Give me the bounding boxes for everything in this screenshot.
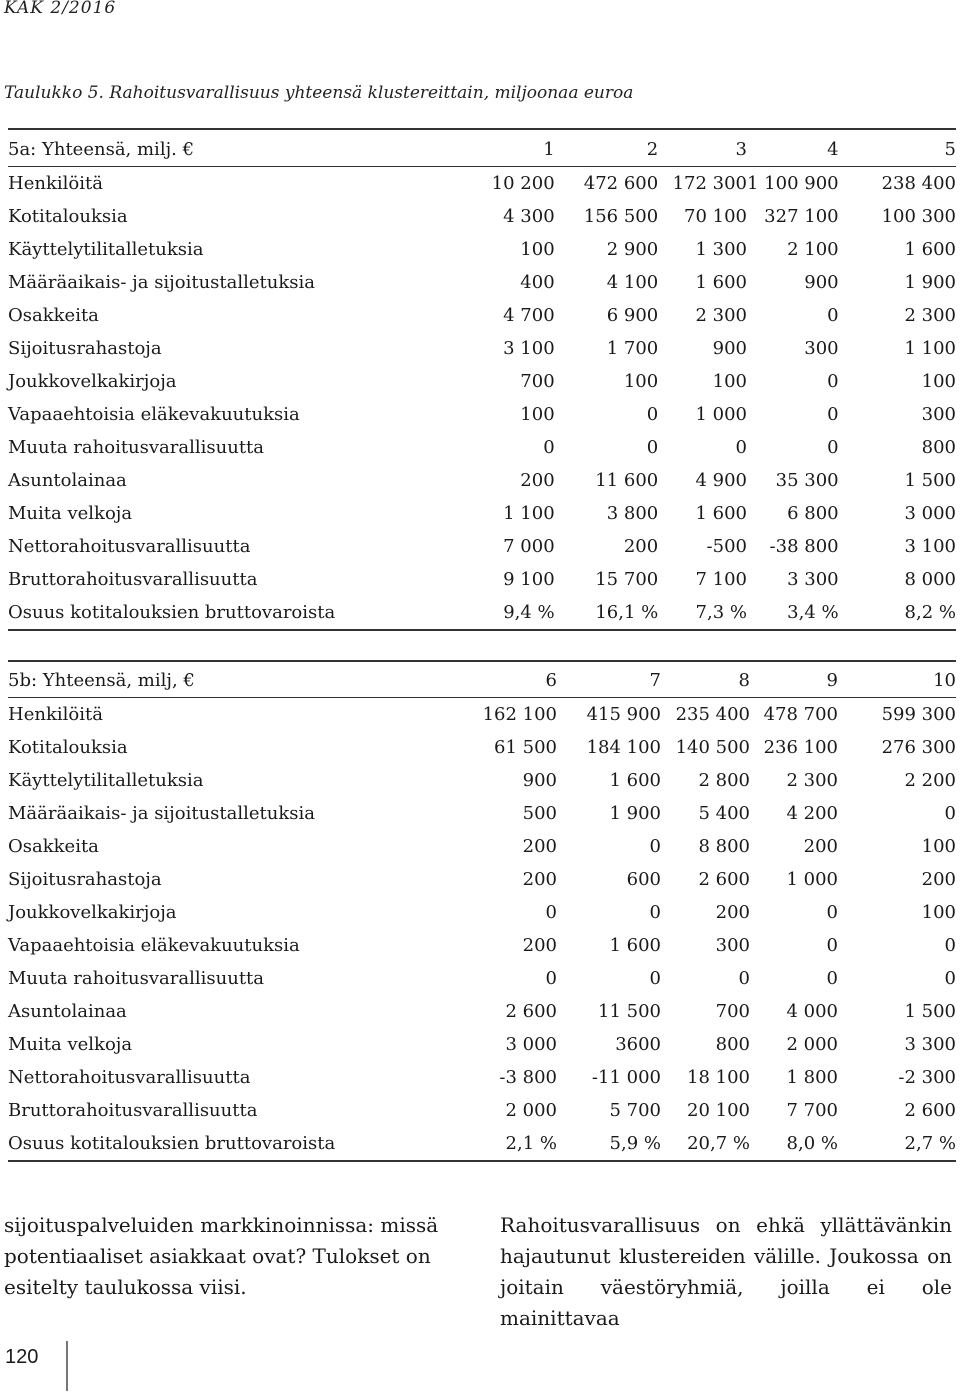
table-cell: 4 100: [606, 272, 659, 293]
table-cell: 2,1 %: [505, 1133, 557, 1154]
column-header: 4: [827, 138, 839, 160]
table-cell: 0: [649, 902, 661, 923]
table-header-row: [8, 661, 956, 698]
table-cell: 1 500: [904, 470, 956, 491]
table-cell: 276 300: [881, 737, 956, 758]
table-cell: 2 300: [695, 305, 747, 326]
table-cell: 3 300: [904, 1034, 956, 1055]
table-title-cell: 5a: Yhteensä, milj. €: [8, 138, 195, 160]
row-label: Sijoitusrahastoja: [8, 869, 162, 890]
table-row: [8, 464, 956, 497]
table-row: [8, 365, 956, 398]
table-cell: 7,3 %: [695, 602, 747, 623]
column-header: 8: [738, 670, 750, 691]
row-label: Osakkeita: [8, 305, 99, 326]
table-cell: 200: [803, 836, 838, 857]
page-number: 120: [5, 1346, 39, 1368]
table-cell: 172 300: [672, 173, 747, 194]
table-cell: 0: [944, 935, 956, 956]
table-cell: 4 200: [786, 803, 838, 824]
table-cell: 0: [649, 968, 661, 989]
table-row: [8, 233, 956, 266]
table-cell: 478 700: [763, 704, 838, 725]
column-header: 2: [646, 138, 659, 160]
table-cell: 4 300: [503, 206, 555, 227]
table-cell: -3 800: [499, 1067, 557, 1088]
row-label: Asuntolainaa: [8, 1001, 127, 1022]
table-cell: 6 800: [787, 503, 839, 524]
table-cell: 2 000: [786, 1034, 838, 1055]
table-cell: 70 100: [684, 206, 747, 227]
table-cell: 1 600: [904, 239, 956, 260]
table-cell: 162 100: [482, 704, 557, 725]
table-row: [8, 200, 956, 233]
table-cell: 5,9 %: [609, 1133, 661, 1154]
table-cell: 200: [921, 869, 956, 890]
table-cell: 900: [804, 272, 839, 293]
table-cell: 4 700: [503, 305, 555, 326]
table-cell: 235 400: [675, 704, 750, 725]
table-row: [8, 896, 956, 929]
table-cell: 11 600: [595, 470, 659, 491]
table-cell: 2 800: [698, 770, 750, 791]
table-cell: 35 300: [775, 470, 839, 491]
table-cell: 100: [921, 902, 956, 923]
table-cell: 200: [522, 836, 557, 857]
table-cell: 11 500: [598, 1001, 661, 1022]
table-header-row: [8, 129, 956, 167]
table-cell: 1 000: [786, 869, 838, 890]
table-row: [8, 1028, 956, 1061]
table-cell: 156 500: [583, 206, 659, 227]
table-cell: 0: [545, 968, 557, 989]
table-cell: 100: [520, 404, 555, 425]
row-label: Vapaaehtoisia eläkevakuutuksia: [8, 404, 300, 425]
table-cell: 415 900: [586, 704, 661, 725]
table-cell: 2 600: [698, 869, 750, 890]
table-cell: 100: [921, 836, 956, 857]
table-cell: 200: [623, 536, 659, 557]
table-cell: 1 000: [695, 404, 747, 425]
table-cell: 1 600: [695, 272, 747, 293]
table-cell: 2 600: [505, 1001, 557, 1022]
table-cell: 700: [715, 1001, 750, 1022]
running-head: KAK 2/2016: [4, 0, 117, 18]
table-cell: 1 800: [786, 1067, 838, 1088]
table-cell: 327 100: [764, 206, 839, 227]
table-cell: 500: [522, 803, 557, 824]
row-label: Käyttelytilitalletuksia: [8, 770, 204, 791]
row-label: Kotitalouksia: [8, 737, 128, 758]
table-cell: -500: [706, 536, 747, 557]
table-row: [8, 398, 956, 431]
row-label: Joukkovelkakirjoja: [8, 902, 177, 923]
table-cell: 200: [715, 902, 750, 923]
row-label: Henkilöitä: [8, 173, 103, 194]
table-cell: 2 300: [786, 770, 838, 791]
table-cell: 6 900: [606, 305, 659, 326]
table-row: [8, 596, 956, 630]
table-cell: 2 200: [904, 770, 956, 791]
table-cell: 1 100: [904, 338, 956, 359]
table-cell: 0: [826, 968, 838, 989]
table-cell: 1 900: [904, 272, 956, 293]
table-cell: 400: [520, 272, 555, 293]
table-cell: 0: [826, 902, 838, 923]
table-cell: 20 100: [687, 1100, 750, 1121]
table-cell: 2,7 %: [904, 1133, 956, 1154]
table-row: [8, 530, 956, 563]
table-cell: 10 200: [491, 173, 555, 194]
table-cell: 18 100: [687, 1067, 750, 1088]
row-label: Nettorahoitusvarallisuutta: [8, 536, 251, 557]
column-header: 7: [649, 670, 661, 691]
table-cell: 800: [715, 1034, 750, 1055]
table-cell: 3 000: [904, 503, 956, 524]
table-title-cell: 5b: Yhteensä, milj, €: [8, 670, 195, 691]
table-cell: 0: [649, 836, 661, 857]
table-row: [8, 962, 956, 995]
table-row: [8, 929, 956, 962]
row-label: Muuta rahoitusvarallisuutta: [8, 968, 265, 989]
table-cell: 3 000: [505, 1034, 557, 1055]
table-cell: 2 600: [904, 1100, 956, 1121]
table-cell: 15 700: [595, 569, 659, 590]
table-cell: 140 500: [675, 737, 750, 758]
table-row: [8, 431, 956, 464]
table-cell: 2 100: [787, 239, 839, 260]
row-label: Asuntolainaa: [8, 470, 127, 491]
table-cell: 1 900: [609, 803, 661, 824]
table-cell: 900: [522, 770, 557, 791]
table-row: [8, 266, 956, 299]
table-cell: 20,7 %: [687, 1133, 750, 1154]
table-cell: 4 900: [695, 470, 747, 491]
table-cell: 0: [827, 437, 839, 458]
row-label: Osuus kotitalouksien bruttovaroista: [8, 1133, 336, 1154]
table-cell: 3600: [615, 1034, 661, 1055]
table-cell: 1 100 900: [747, 173, 839, 194]
table-cell: 0: [735, 437, 747, 458]
table-cell: 200: [520, 470, 555, 491]
table-cell: 8,2 %: [904, 602, 956, 623]
row-label: Määräaikais- ja sijoitustalletuksia: [8, 803, 316, 824]
table-cell: 0: [827, 305, 839, 326]
table-cell: 300: [921, 404, 956, 425]
row-label: Nettorahoitusvarallisuutta: [8, 1067, 251, 1088]
table-cell: 8 800: [698, 836, 750, 857]
table-cell: 61 500: [494, 737, 557, 758]
table-row: [8, 863, 956, 896]
table-cell: 100: [712, 371, 747, 392]
column-header: 1: [543, 138, 555, 160]
table-cell: 9 100: [503, 569, 555, 590]
table-cell: 0: [646, 437, 659, 458]
table-cell: 200: [522, 869, 557, 890]
table-cell: 7 700: [786, 1100, 838, 1121]
table-cell: 8 000: [904, 569, 956, 590]
table-row: [8, 830, 956, 863]
row-label: Sijoitusrahastoja: [8, 338, 162, 359]
row-label: Määräaikais- ja sijoitustalletuksia: [8, 272, 316, 293]
table-cell: 300: [715, 935, 750, 956]
table-cell: 9,4 %: [503, 602, 555, 623]
table-cell: 100: [623, 371, 659, 392]
body-text-right: Rahoitusvarallisuus on ehkä yllättävänkin hajautunut klustereiden välille. Joukossa on joitain väestöryhmiä, joilla ei ole mainittavaa: [500, 1213, 952, 1330]
table-cell: -11 000: [591, 1067, 661, 1088]
row-label: Muita velkoja: [8, 503, 133, 524]
table-row: [8, 731, 956, 764]
row-label: Muuta rahoitusvarallisuutta: [8, 437, 265, 458]
table-cell: 0: [944, 803, 956, 824]
table-cell: -38 800: [769, 536, 839, 557]
table-cell: 599 300: [881, 704, 956, 725]
table-row: [8, 167, 956, 201]
table-cell: 1 600: [609, 935, 661, 956]
table-cell: -2 300: [898, 1067, 956, 1088]
table-cell: 3,4 %: [787, 602, 839, 623]
table-cell: 16,1 %: [595, 602, 659, 623]
table-cell: 2 300: [904, 305, 956, 326]
column-header: 6: [545, 670, 557, 691]
table-row: [8, 332, 956, 365]
table-cell: 0: [944, 968, 956, 989]
table-row: [8, 1061, 956, 1094]
column-header: 5: [944, 138, 956, 160]
table-cell: 472 600: [583, 173, 659, 194]
table-cell: 900: [712, 338, 747, 359]
table-cell: 1 600: [695, 503, 747, 524]
table-cell: 7 000: [503, 536, 555, 557]
row-label: Osakkeita: [8, 836, 99, 857]
table-cell: 100: [921, 371, 956, 392]
table-5b: [8, 660, 956, 1162]
row-label: Bruttorahoitusvarallisuutta: [8, 569, 258, 590]
table-cell: 100: [520, 239, 555, 260]
table-cell: 0: [646, 404, 659, 425]
table-cell: 1 100: [503, 503, 555, 524]
table-5a: [8, 128, 956, 631]
table-cell: 2 900: [606, 239, 659, 260]
row-label: Henkilöitä: [8, 704, 103, 725]
table-cell: 184 100: [586, 737, 661, 758]
table-cell: 0: [545, 902, 557, 923]
table-row: [8, 497, 956, 530]
table-cell: 4 000: [786, 1001, 838, 1022]
table-cell: 5 700: [609, 1100, 661, 1121]
row-label: Bruttorahoitusvarallisuutta: [8, 1100, 258, 1121]
table-cell: 0: [827, 371, 839, 392]
table-cell: 1 700: [606, 338, 659, 359]
table-row: [8, 1094, 956, 1127]
table-cell: 0: [827, 404, 839, 425]
table-row: [8, 698, 956, 732]
table-cell: 7 100: [695, 569, 747, 590]
table-row: [8, 764, 956, 797]
row-label: Kotitalouksia: [8, 206, 128, 227]
table-row: [8, 995, 956, 1028]
table-cell: 3 300: [787, 569, 839, 590]
row-label: Vapaaehtoisia eläkevakuutuksia: [8, 935, 300, 956]
table-cell: 0: [738, 968, 750, 989]
table-cell: 236 100: [763, 737, 838, 758]
table-cell: 0: [543, 437, 555, 458]
table-cell: 3 100: [904, 536, 956, 557]
table-row: [8, 299, 956, 332]
table-cell: 1 500: [904, 1001, 956, 1022]
table-cell: 8,0 %: [786, 1133, 838, 1154]
table-row: [8, 563, 956, 596]
table-row: [8, 1127, 956, 1161]
table-cell: 1 300: [695, 239, 747, 260]
column-header: 9: [826, 670, 838, 691]
table-cell: 0: [826, 935, 838, 956]
body-text-left: sijoituspalveluiden markkinoinnissa: missä potentiaaliset asiakkaat ovat? Tulokset on esitelty taulukossa viisi.: [4, 1213, 439, 1299]
table-caption: Taulukko 5. Rahoitusvarallisuus yhteensä klustereittain, miljoonaa euroa: [4, 83, 634, 103]
table-cell: 800: [921, 437, 956, 458]
table-cell: 2 000: [505, 1100, 557, 1121]
table-cell: 5 400: [698, 803, 750, 824]
table-cell: 300: [804, 338, 839, 359]
table-cell: 238 400: [881, 173, 956, 194]
row-label: Muita velkoja: [8, 1034, 133, 1055]
row-label: Joukkovelkakirjoja: [8, 371, 177, 392]
table-cell: 3 100: [503, 338, 555, 359]
page-number-divider: [66, 1341, 68, 1391]
table-cell: 200: [522, 935, 557, 956]
column-header: 10: [933, 670, 956, 691]
table-cell: 1 600: [609, 770, 661, 791]
table-cell: 3 800: [606, 503, 659, 524]
row-label: Käyttelytilitalletuksia: [8, 239, 204, 260]
table-row: [8, 797, 956, 830]
table-cell: 700: [520, 371, 555, 392]
table-cell: 100 300: [881, 206, 956, 227]
row-label: Osuus kotitalouksien bruttovaroista: [8, 602, 336, 623]
column-header: 3: [735, 138, 747, 160]
table-cell: 600: [626, 869, 661, 890]
